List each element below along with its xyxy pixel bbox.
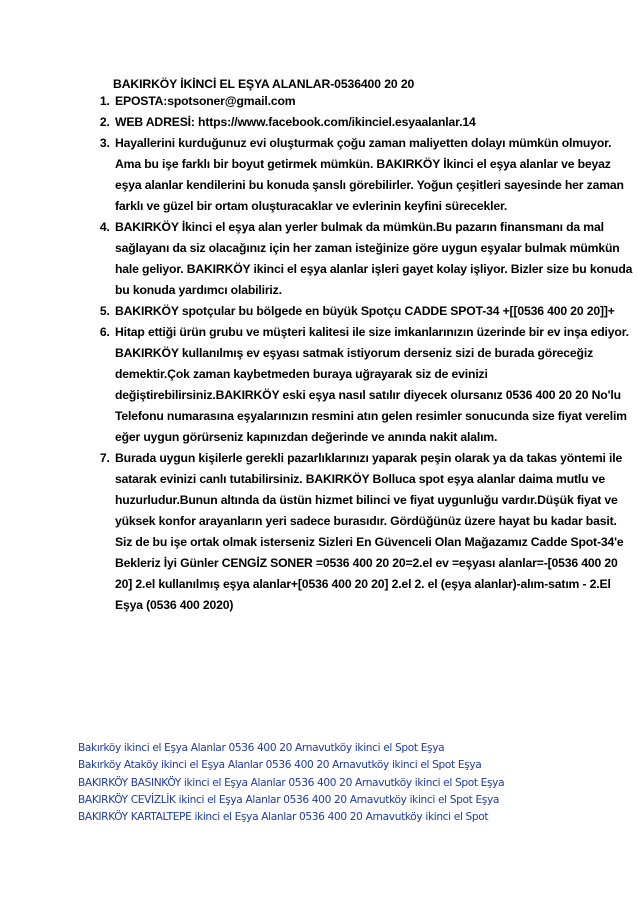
link-line[interactable]: BAKIRKÖY KARTALTEPE ikinci el Eşya Alanlar 0536 400 20 Arnavutköy ikinci el Spot bbox=[78, 811, 489, 824]
link-line[interactable]: BAKIRKÖY CEVİZLİK ikinci el Eşya Alanlar 0536 400 20 Arnavutköy ikinci el Spot Eşya bbox=[78, 793, 500, 806]
list-item: 7. Burada uygun kişilerle gerekli pazarlıklarınızı yaparak peşin olarak ya da takas yöntemi ile satarak evinizi canlı tutabilirsiniz. BAKIRKÖY Bolluca spot eşya alanlar daima mutlu ve huzurludur.Bunun altında da üstün hizmet bilinci ve fiyat uygunluğu vardır.Düşük fiyat ve yüksek konfor arayanların yeri sadece burasıdır. Gördüğünüz üzere hayat bu kadar basit. Siz de bu işe ortak olmak isterseniz Sizleri En Güvenceli Olan Mağazamız Cadde Spot-34'e Bekleriz İyi Günler CENGİZ SONER =0536 400 20 20=2.el ev =eşyası alanlar=-[0536 400 20 20] 2.el kullanılmış eşya alanlar+[0536 400 20 20] 2.el 2. el (eşya alanlar)-alım-satım - 2.El Eşya (0536 400 2020) bbox=[113, 448, 633, 616]
numbered-list bbox=[60, 91, 633, 616]
list-item-email[interactable]: 1. EPOSTA:spotsoner@gmail.com bbox=[113, 91, 633, 112]
list-item: 5. BAKIRKÖY spotçular bu bölgede en büyük Spotçu CADDE SPOT-34 +[[0536 400 20 20]]+ bbox=[113, 301, 633, 322]
link-line[interactable]: BAKIRKÖY BASINKÖY ikinci el Eşya Alanlar 0536 400 20 Arnavutköy ikinci el Spot Eşya bbox=[78, 776, 505, 789]
document-heading: BAKIRKÖY İKİNCİ EL EŞYA ALANLAR-0536400 20 20 bbox=[113, 77, 415, 91]
list-item-web-address[interactable]: 2. WEB ADRESİ: https://www.facebook.com/ikinciel.esyaalanlar.14 bbox=[113, 112, 633, 133]
list-item: 6. Hitap ettiği ürün grubu ve müşteri kalitesi ile size imkanlarınızın üzerinde bir ev inşa ediyor. BAKIRKÖY kullanılmış ev eşyası satmak istiyorum derseniz sizi de burada göreceğiz demektir.Çok zaman kaybetmeden buraya uğrayarak siz de evinizi değiştirebilirsiniz.BAKIRKÖY eski eşya nasıl satılır diyecek olursanız 0536 400 20 20 No'lu Telefonu numarasına eşyalarınızın resmini atın gelen resimler sonucunda size fiyat verelim eğer uygun görürseniz kapınızdan değerinde ve anında nakit alalım. bbox=[113, 322, 633, 448]
link-line[interactable]: Bakırköy Ataköy ikinci el Eşya Alanlar 0536 400 20 Arnavutköy ikinci el Spot Eşya bbox=[78, 759, 482, 772]
link-line[interactable]: Bakırköy ikinci el Eşya Alanlar 0536 400 20 Arnavutköy ikinci el Spot Eşya bbox=[78, 742, 445, 754]
list-item: 4. BAKIRKÖY İkinci el eşya alan yerler bulmak da mümkün.Bu pazarın finansmanı da mal sağlayanı da siz olacağınız için her zaman isteğinize göre uygun eşyalar bulmak mümkün hale geliyor. BAKIRKÖY ikinci el eşya alanlar işleri gayet kolay işliyor. Bizler size bu konuda bu konuda yardımcı olabiliriz. bbox=[113, 217, 633, 301]
list-item: 3. Hayallerini kurduğunuz evi oluşturmak çoğu zaman maliyetten dolayı mümkün olmuyor. Ama bu işe farklı bir boyut getirmek mümkün. BAKIRKÖY İkinci el eşya alanlar ve beyaz eşya alanlar kendilerini bu konuda şanslı görebilirler. Yoğun çeşitleri sayesinde her zaman farklı ve güzel bir ortam oluşturacaklar ve evlerinin keyfini sürecekler. bbox=[113, 133, 633, 217]
link-list bbox=[78, 740, 598, 826]
